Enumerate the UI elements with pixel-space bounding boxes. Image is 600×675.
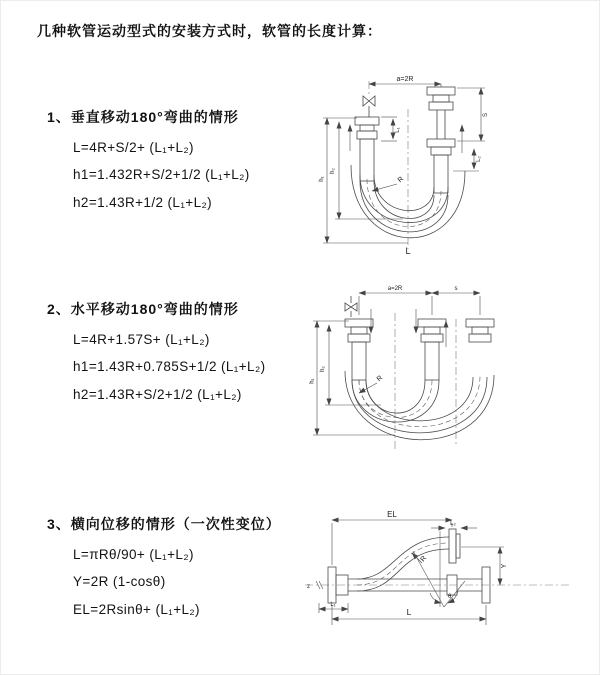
dimension-el [332,510,452,565]
dimension-h2 [330,122,406,219]
dim-label-l: L [406,607,412,617]
section-vertical-movement [47,107,337,210]
dimension-s [432,286,480,293]
dim-label-a2r: a=2R [396,76,414,83]
radius-label: R [396,175,406,185]
formula-h1: h1=1.43R+0.785S+1/2 (L₁+L₂) [73,359,266,374]
dimension-extensions [359,296,480,315]
diagram-horizontal-u-bend [309,283,569,468]
left-pipe-fitting [355,117,379,181]
formula-h2: h2=1.43R+S/2+1/2 (L₁+L₂) [73,386,242,402]
formula-h2: h2=1.43R+1/2 (L₁+L₂) [73,194,213,210]
radius-label: R [419,554,429,564]
radius-leader [359,375,384,393]
dim-label-l2: L₂ [450,521,456,527]
right-pipe-fitting-displaced [466,319,494,342]
section-lateral-displacement [47,514,337,617]
dimension-l1 [319,602,348,613]
dim-label-l1: L₁ [395,127,401,133]
dim-label-h2: h₂ [320,366,326,372]
formula-l: L=4R+S/2+ (L₁+L₂) [73,139,194,155]
s-curve-hose-displaced [357,529,460,591]
radius-label: R [375,374,385,384]
formula-y: Y=2R (1-cosθ) [73,574,166,589]
dim-label-s: S [483,112,489,118]
left-pipe-fitting [345,319,373,380]
z-label: z [307,584,310,590]
dim-label-h1: h₁ [309,378,316,384]
movement-arrows [371,309,446,347]
section-3-heading: 3、横向位移的情形（一次性变位） [47,516,281,532]
dimension-l2 [453,149,482,171]
dim-label-el: EL [387,510,397,519]
dimension-l [332,605,486,625]
dimension-h2 [320,325,381,405]
dimension-l2 [431,521,477,528]
valve-icon [363,96,375,117]
dimension-l1 [381,117,401,141]
formula-l: L=πRθ/90+ (L₁+L₂) [73,546,194,562]
dimension-a-2r [359,286,432,293]
dim-label-h1: h₁ [319,176,325,182]
dim-label-a2r: a=2R [387,286,403,292]
hose-u-bend-arcs [345,371,494,440]
formula-l: L=4R+1.57S+ (L₁+L₂) [73,331,210,347]
theta-label: θ [448,594,452,600]
horizontal-u-bend-drawing [309,283,569,463]
page-title: 几种软管运动型式的安装方式时，软管的长度计算： [37,23,382,39]
diagram-lateral-s-bend [299,507,599,662]
vertical-u-bend-drawing [313,71,563,261]
section-horizontal-movement [47,299,337,402]
formula-h1: h1=1.432R+S/2+1/2 (L₁+L₂) [73,167,250,182]
middle-pipe-fitting [418,319,446,380]
length-label: L [405,246,411,256]
dim-label-l2: L₂ [476,156,482,162]
dim-label-y: Y [501,563,508,569]
diagram-vertical-u-bend [313,71,563,266]
dimension-h1 [319,118,408,243]
dim-label-s: s [454,286,458,292]
right-pipe-fitting [427,87,455,193]
lateral-s-bend-drawing [299,507,599,657]
dim-label-l1: L₁ [330,602,336,608]
section-1-heading: 1、垂直移动180°弯曲的情形 [47,109,239,125]
radius-leader [372,176,405,191]
valve-icon [345,296,357,317]
formula-el: EL=2Rsinθ+ (L₁+L₂) [73,601,200,617]
dim-label-h2: h₂ [330,168,336,174]
dimension-a-2r [369,76,441,87]
section-2-heading: 2、水平移动180°弯曲的情形 [47,301,239,317]
